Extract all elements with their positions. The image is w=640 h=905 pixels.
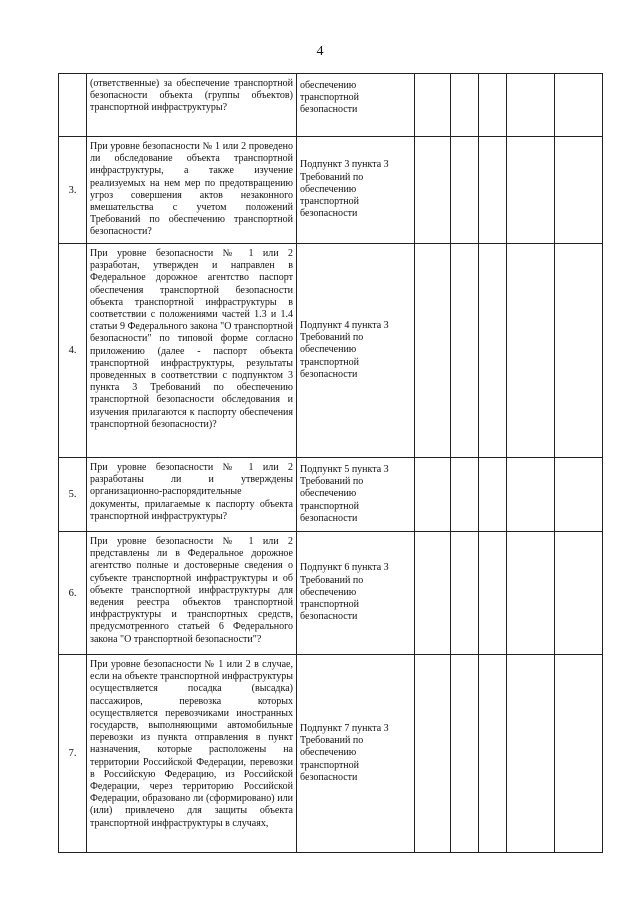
answer-cell[interactable] — [479, 532, 507, 655]
answer-cell[interactable] — [555, 74, 603, 137]
reference-cell — [297, 244, 415, 458]
answer-cell[interactable] — [479, 137, 507, 244]
answer-cell[interactable] — [451, 74, 479, 137]
answer-cell[interactable] — [451, 244, 479, 458]
answer-cell[interactable] — [415, 74, 451, 137]
answer-cell[interactable] — [451, 137, 479, 244]
row-number: 6. — [59, 532, 87, 655]
checklist-table — [58, 73, 603, 853]
answer-cell[interactable] — [415, 137, 451, 244]
page-number: 4 — [316, 44, 324, 59]
reference-text: Подпункт 6 пункта 3 Требований по обеспечению транспортной безопасности — [300, 562, 389, 623]
answer-cell[interactable] — [555, 137, 603, 244]
answer-cell[interactable] — [555, 458, 603, 532]
answer-cell[interactable] — [451, 458, 479, 532]
question-cell — [87, 137, 297, 244]
table-row — [59, 458, 603, 532]
question-cell — [87, 458, 297, 532]
reference-text: Подпункт 4 пункта 3 Требований по обеспечению транспортной безопасности — [300, 319, 389, 380]
table-row — [59, 244, 603, 458]
reference-text: Подпункт 5 пункта 3 Требований по обеспечению транспортной безопасности — [300, 464, 389, 524]
answer-cell[interactable] — [479, 244, 507, 458]
answer-cell[interactable] — [555, 532, 603, 655]
question-text: При уровне безопасности № 1 или 2 разработаны ли и утверждены организационно-распорядительные документы, прилагаемые к паспорту объекта транспортной инфраструктуры? — [90, 462, 293, 522]
question-cell — [87, 532, 297, 655]
reference-text: Подпункт 7 пункта 3 Требований по обеспечению транспортной безопасности — [300, 722, 389, 783]
reference-cell — [297, 137, 415, 244]
question-cell — [87, 655, 297, 853]
row-number: 3. — [59, 137, 87, 244]
row-number: 5. — [59, 458, 87, 532]
row-number — [59, 74, 87, 137]
answer-cell[interactable] — [507, 137, 555, 244]
reference-cell — [297, 532, 415, 655]
question-cell — [87, 74, 297, 137]
answer-cell[interactable] — [507, 74, 555, 137]
answer-cell[interactable] — [555, 244, 603, 458]
table-row — [59, 74, 603, 137]
answer-cell[interactable] — [507, 244, 555, 458]
answer-cell[interactable] — [555, 655, 603, 853]
answer-cell[interactable] — [479, 458, 507, 532]
answer-cell[interactable] — [415, 532, 451, 655]
reference-cell — [297, 458, 415, 532]
answer-cell[interactable] — [507, 458, 555, 532]
answer-cell[interactable] — [507, 655, 555, 853]
table-row — [59, 655, 603, 853]
question-text: При уровне безопасности № 1 или 2 представлены ли в Федеральное дорожное агентство полные и достоверные сведения о субъекте транспортной инфраструктуры и об объекте транспортной инфраструктуры для ведения реестра объектов транспортной инфраструктуры и транспортных средств, предусмотренного статьей 6 Федерального закона "О транспортной безопасности"? — [90, 536, 293, 645]
table-row — [59, 532, 603, 655]
question-text: При уровне безопасности № 1 или 2 разработан, утвержден и направлен в Федеральное дорожное агентство паспорт обеспечения транспортной безопасности объекта транспортной инфраструктуры в соответствии с положениями частей 1.3 и 1.4 статьи 9 Федерального закона "О транспортной безопасности" по типовой форме согласно приложению (далее - паспорт объекта транспортной инфраструктуры, результаты проведенных в соответствии с подпунктом 3 пункта 3 Требований по обеспечению транспортной безопасности обследования и изучения прилагаются к паспорту обеспечения транспортной безопасности)? — [90, 248, 293, 430]
question-cell — [87, 244, 297, 458]
row-number: 4. — [59, 244, 87, 458]
answer-cell[interactable] — [415, 458, 451, 532]
answer-cell[interactable] — [415, 244, 451, 458]
reference-cell — [297, 655, 415, 853]
question-text: (ответственные) за обеспечение транспортной безопасности объекта (группы объектов) транспортной инфраструктуры? — [90, 78, 293, 114]
row-number: 7. — [59, 655, 87, 853]
question-text: При уровне безопасности № 1 или 2 в случае, если на объекте транспортной инфраструктуры осуществляется посадка (высадка) пассажиров, перевозка которых осуществляется перевозчиками иностранных государств, выполняющими автомобильные перевозки из пункта отправления в пункт назначения, которые расположены на территории Российской Федерации, перевозки в Российскую Федерацию, из Российской Федерации, через территорию Российской Федерации, образовано ли (сформировано) или (или) привлечено для защиты объекта транспортной инфраструктуры в случаях, — [90, 659, 293, 829]
answer-cell[interactable] — [415, 655, 451, 853]
table-row — [59, 137, 603, 244]
reference-text: обеспечению транспортной безопасности — [300, 80, 360, 116]
question-text: При уровне безопасности № 1 или 2 проведено ли обследование объекта транспортной инфраструктуры, а также изучение реализуемых на нем мер по предотвращению угроз совершения актов незаконного вмешательства с учетом положений Требований по обеспечению транспортной безопасности? — [90, 141, 293, 238]
answer-cell[interactable] — [507, 532, 555, 655]
answer-cell[interactable] — [451, 655, 479, 853]
reference-text: Подпункт 3 пункта 3 Требований по обеспечению транспортной безопасности — [300, 159, 389, 220]
answer-cell[interactable] — [479, 655, 507, 853]
reference-cell — [297, 74, 415, 137]
answer-cell[interactable] — [451, 532, 479, 655]
answer-cell[interactable] — [479, 74, 507, 137]
